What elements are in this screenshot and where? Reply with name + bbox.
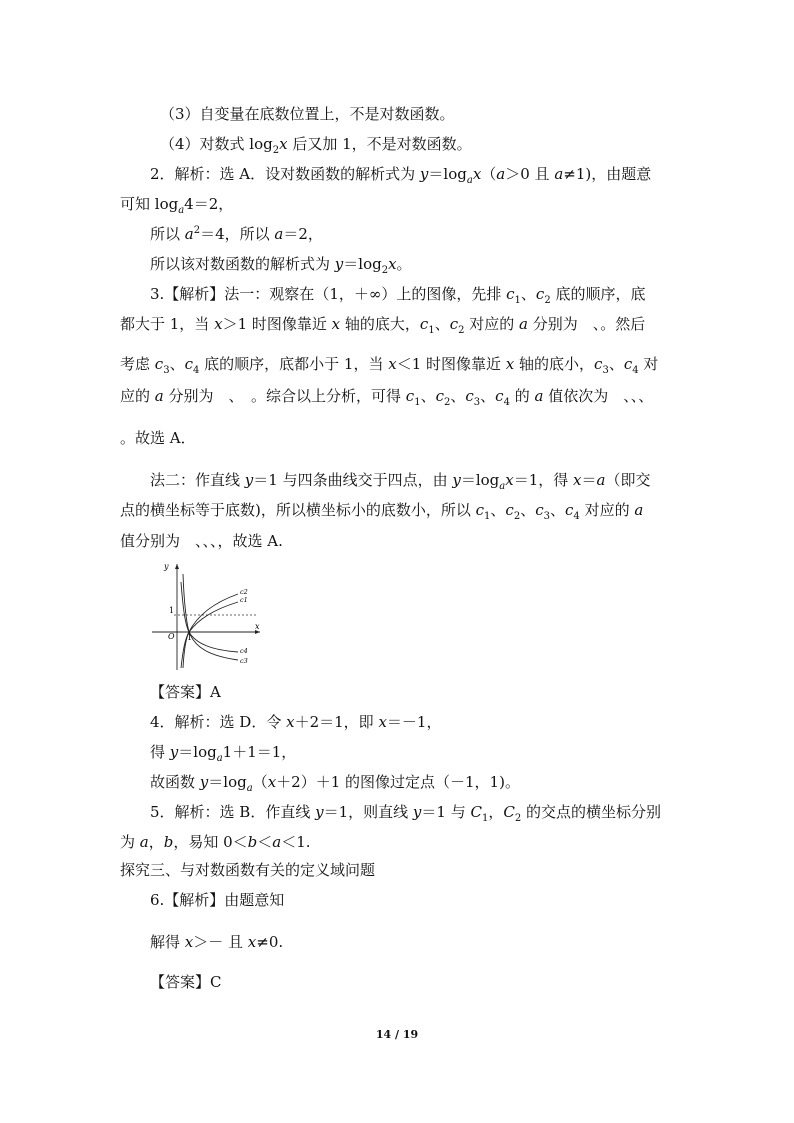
text-line-l18: 故函数 $y=\log_a(x+2)+1$ 的图像过定点（－1，1)。 <box>150 773 520 794</box>
text-line-l23: 解得 x＞－ 且 x≠0. <box>150 933 284 951</box>
text-line-l24: 【答案】C <box>150 973 222 991</box>
text-line-l9: 考虑 $c_3$、$c_4$ 底的顺序，底都小于 1，当 x＜1 时图像靠近 x 轴的底小，$c_3$、$c_4$ 对 <box>120 355 659 376</box>
label-c1: c1 <box>240 596 248 604</box>
text-line-l14: 值分别为 、、、，故选 A. <box>120 532 283 550</box>
text-line-l11: 。故选 A． <box>120 429 196 447</box>
text-line-l6: 所以该对数函数的解析式为 $y=\log_2x$。 <box>150 255 412 276</box>
x-axis-label: x <box>255 622 260 631</box>
log-curves-graph <box>150 560 262 672</box>
text-line-l15: 【答案】A <box>150 683 221 701</box>
x-one-label: 1 <box>187 633 193 642</box>
label-c2: c2 <box>240 588 248 596</box>
page-number: 14 / 19 <box>375 1028 419 1041</box>
y-one-label: 1 <box>169 606 175 615</box>
text-line-l22: 6.【解析】由题意知 <box>150 891 285 909</box>
text-line-l10: 应的 a 分别为 、 。综合以上分析，可得 $c_1$、$c_2$、$c_3$、$c_4$ 的 a 值依次为 、、、 <box>120 387 654 408</box>
text-line-l2: （4）对数式 $\log_2x$ 后又加 1，不是对数函数。 <box>160 135 472 156</box>
text-line-l12: 法二：作直线 y＝1 与四条曲线交于四点，由 $y=\log_ax=1$，得 x＝a（即交 <box>150 471 651 492</box>
text-line-l1: （3）自变量在底数位置上，不是对数函数。 <box>160 105 455 123</box>
text-line-l21: 探究三、与对数函数有关的定义域问题 <box>120 861 376 879</box>
text-line-l4: 可知 $\log_a4=2$， <box>120 195 234 216</box>
text-line-l13: 点的横坐标等于底数)，所以横坐标小的底数小，所以 $c_1$、$c_2$、$c_3$、$c_4$ 对应的 a <box>120 501 644 522</box>
text-line-l16: 4．解析：选 D．令 x＋2＝1，即 x＝－1， <box>150 713 442 731</box>
text-line-l7: 3.【解析】法一：观察在（1，＋∞）上的图像，先排 $c_1$、$c_2$ 底的顺序，底 <box>150 285 646 306</box>
label-c3: c3 <box>240 657 248 665</box>
text-line-l8: 都大于 1，当 x＞1 时图像靠近 x 轴的底大，$c_1$、$c_2$ 对应的 a 分别为 、。然后 <box>120 315 646 336</box>
y-axis-label: y <box>164 562 169 571</box>
origin-label: O <box>168 632 175 641</box>
text-line-l20: 为 a，b，易知 0＜b＜a＜1. <box>120 833 311 851</box>
text-line-l5: 所以 $a^2=4$，所以 a＝2， <box>150 225 323 243</box>
text-line-l19: 5．解析：选 B．作直线 y＝1，则直线 y＝1 与 $C_1$，$C_2$ 的交点的横坐标分别 <box>150 803 661 824</box>
text-line-l3: 2．解析：选 A．设对数函数的解析式为 $y=\log_ax(a>0$ 且 a≠1)，由题意 <box>150 165 652 186</box>
y-axis-arrow <box>175 564 179 569</box>
text-line-l17: 得 $y=\log_a1+1=1$， <box>150 743 297 764</box>
label-c4: c4 <box>240 647 248 655</box>
